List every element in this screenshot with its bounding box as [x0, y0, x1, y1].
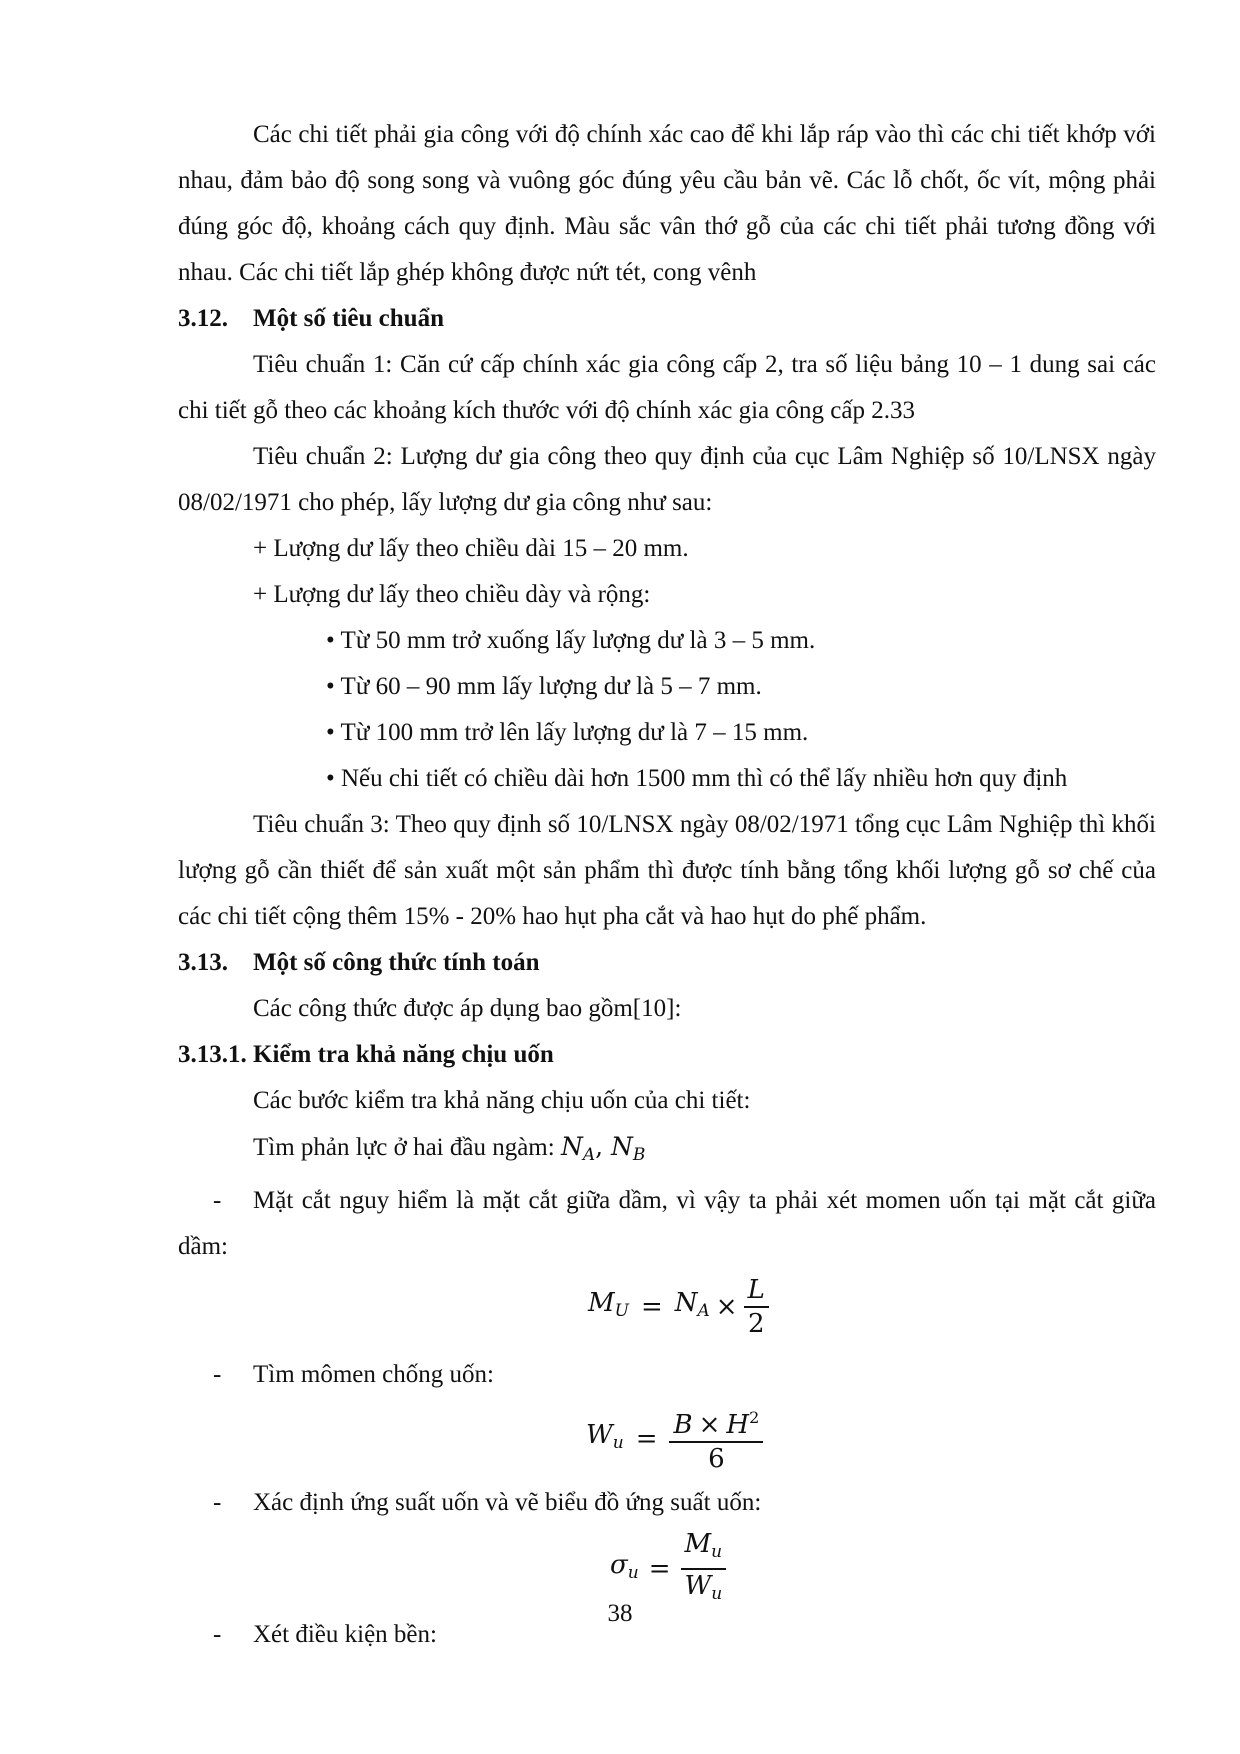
heading-title: Một số tiêu chuẩn — [253, 305, 444, 332]
separator: , — [595, 1132, 612, 1161]
dash-marker: - — [213, 1187, 222, 1214]
formula-bending-stress: $\sigma_u$ = $\frac{M_u}{W_u}$ — [178, 1526, 1156, 1612]
standard-2: Tiêu chuẩn 2: Lượng dư gia công theo quy định của cục Lâm Nghiệp số 10/LNSX ngày 08/02/1971 cho phép, lấy lượng dư gia công như sau: — [178, 443, 1156, 516]
list-item: • Từ 100 mm trở lên lấy lượng dư là 7 – 15 mm. — [326, 719, 809, 746]
list-item: • Nếu chi tiết có chiều dài hơn 1500 mm thì có thể lấy nhiều hơn quy định — [326, 765, 1068, 792]
step-bending-stress — [178, 1480, 1156, 1526]
formulas-intro: Các công thức được áp dụng bao gồm[10]: — [253, 995, 682, 1022]
heading-3-12 — [178, 296, 1156, 342]
allowance-thickness: + Lượng dư lấy theo chiều dày và rộng: — [253, 581, 651, 608]
heading-3-13-1: 3.13.1. Kiểm tra khả năng chịu uốn — [178, 1041, 554, 1068]
heading-title: Một số công thức tính toán — [253, 949, 540, 976]
symbol-na: $N_A$ — [560, 1132, 596, 1165]
standard-3: Tiêu chuẩn 3: Theo quy định số 10/LNSX ngày 08/02/1971 tổng cục Lâm Nghiệp thì khối lượng gỗ cần thiết để sản xuất một sản phẩm thì được tính bằng tổng khối lượng gỗ sơ chế của các chi tiết cộng thêm 15% - 20% hao hụt pha cắt và hao hụt do phế phẩm. — [178, 811, 1156, 930]
step-dangerous-section — [178, 1178, 1156, 1270]
page-number: 38 — [607, 1600, 633, 1627]
steps-intro: Các bước kiểm tra khả năng chịu uốn của chi tiết: — [253, 1087, 751, 1114]
dash-marker: - — [213, 1621, 222, 1648]
reaction-forces — [178, 1124, 1156, 1178]
list-item: • Từ 60 – 90 mm lấy lượng dư là 5 – 7 mm. — [326, 673, 762, 700]
symbol-nb: $N_B$ — [611, 1132, 646, 1165]
standard-1: Tiêu chuẩn 1: Căn cứ cấp chính xác gia công cấp 2, tra số liệu bảng 10 – 1 dung sai các chi tiết gỗ theo các khoảng kích thước với độ chính xác gia công cấp 2.33 — [178, 351, 1156, 424]
paragraph-intro: Các chi tiết phải gia công với độ chính xác cao để khi lắp ráp vào thì các chi tiết khớp với nhau, đảm bảo độ song song và vuông góc đúng yêu cầu bản vẽ. Các lỗ chốt, ốc vít, mộng phải đúng góc độ, khoảng cách quy định. Màu sắc vân thớ gỗ của các chi tiết phải tương đồng với nhau. Các chi tiết lắp ghép không được nứt tét, cong vênh — [178, 121, 1156, 286]
step-text: Mặt cắt nguy hiểm là mặt cắt giữa dầm, vì vậy ta phải xét momen uốn tại mặt cắt giữa dầm: — [178, 1187, 1156, 1260]
document-page — [178, 112, 1156, 1658]
step-section-modulus — [178, 1352, 1156, 1398]
step-text: Xác định ứng suất uốn và vẽ biểu đồ ứng suất uốn: — [253, 1489, 762, 1516]
step-text: Xét điều kiện bền: — [253, 1621, 437, 1648]
heading-number: 3.13. — [178, 949, 228, 976]
formula-section-modulus: $W_u$ = $\frac{B \times H^2}{6}$ — [178, 1398, 1156, 1480]
heading-number: 3.12. — [178, 305, 228, 332]
dash-marker: - — [213, 1361, 222, 1388]
list-item: • Từ 50 mm trở xuống lấy lượng dư là 3 – 5 mm. — [326, 627, 816, 654]
reaction-text: Tìm phản lực ở hai đầu ngàm: — [253, 1134, 561, 1161]
heading-3-13 — [178, 940, 1156, 986]
dash-marker: - — [213, 1489, 222, 1516]
formula-bending-moment: $M_U$ = $N_A$ × $\frac{L}{2}$ — [178, 1270, 1156, 1352]
allowance-length: + Lượng dư lấy theo chiều dài 15 – 20 mm. — [253, 535, 689, 562]
step-text: Tìm mômen chống uốn: — [253, 1361, 494, 1388]
